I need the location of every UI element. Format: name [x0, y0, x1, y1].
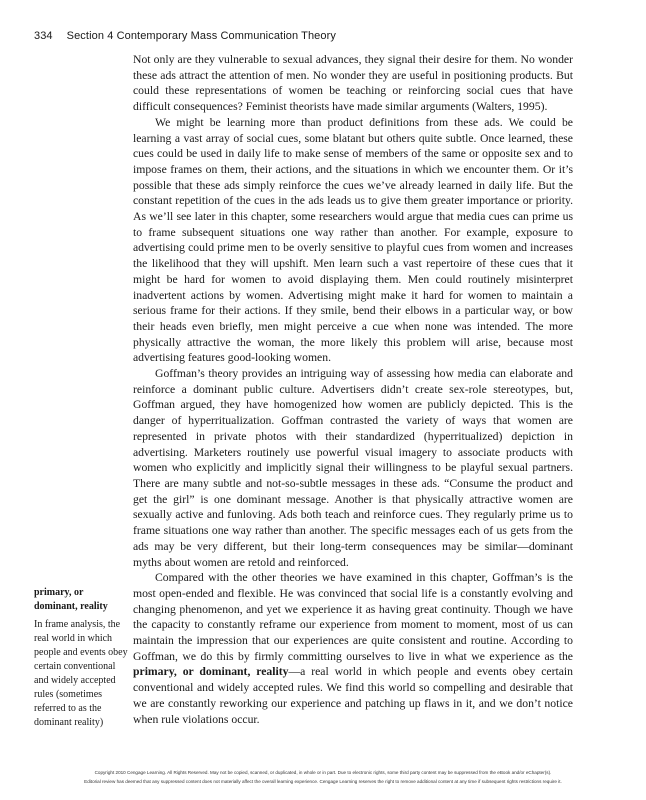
- paragraph-3: Goffman’s theory provides an intriguing way of assessing how media can elaborate and reinforce a dominant public culture. Advertisers didn’t create sex-role stereotypes, but, Goffman argued, they have homogenized how women are publicly depicted. This is the danger of hyperritualization. Goffman contrasted the variety of ways that women are represented in private photos with their standardized (hyperritualized) depiction in advertising. Marketers routinely use powerful visual imagery to associate products with women who explicitly and implicitly signal their willingness to be playful sexual partners. There are many subtle and not-so-subtle messages in these ads. “Consume the product and get the girl” is one dominant message. Another is that physically attractive women are sexually active and funloving. Ads both teach and reinforce cues. They regularly prime us to frame situations one way rather than another. The specific messages each of us gets from the ads may be very different, but their long-term consequences may be similar—dominant myths about women are retold and reinforced.: [133, 367, 573, 569]
- paragraph-1: Not only are they vulnerable to sexual advances, they signal their desire for them. No wonder these ads attract the attention of men. No wonder they are useful in positioning products. But could these representations of women be teaching or reinforcing social cues that have difficult consequences? Feminist theorists have made similar arguments (Walters, 1995).: [133, 53, 573, 114]
- section-title: Section 4 Contemporary Mass Communication Theory: [66, 30, 336, 42]
- margin-glossary-note: [34, 586, 128, 730]
- key-term-primary-reality: primary, or dominant, reality: [133, 665, 289, 679]
- copyright-line-2: Editorial review has deemed that any suppressed content does not materially affect the overall learning experience. Cengage Learning reserves the right to remove additional content at any time if subsequent rights restrictions require it.: [84, 779, 562, 784]
- running-header: [34, 30, 614, 42]
- paragraph-4-part-1: Compared with the other theories we have examined in this chapter, Goffman’s is the most open-ended and flexible. He was convinced that social life is a constantly evolving and changing phenomenon, and yet we experience it as having great continuity. Though we have the capacity to constantly reframe our experience from moment to moment, most of us can maintain the impression that our experiences are quite consistent and routine. According to Goffman, we do this by firmly committing ourselves to live in what we experience as the: [133, 571, 573, 663]
- body-text: [133, 52, 573, 727]
- paragraph-2: We might be learning more than product definitions from these ads. We could be learning a vast array of social cues, some blatant but others quite subtle. Once learned, these cues could be used in daily life to make sense of members of the same or opposite sex and to impose frames on them, their actions, and the situations in which we encounter them. Or it’s possible that these ads simply reinforce the cues we’ve already learned in daily life. But the constant repetition of the cues in the ads leads us to give them greater importance or priority. As we’ll see later in this chapter, some researchers would argue that media cues can prime us to frame subsequent situations one way rather than another. For example, exposure to advertising could prime men to be overly sensitive to playful cues from women and increases the likelihood that they will upshift. Men learn such a vast repertoire of these cues that it might be hard for women to avoid displaying them. Men could routinely misinterpret inadvertent actions by women. Advertising might make it hard for women to maintain a serious frame for their actions. If they smile, bend their elbows in a particular way, or bow their heads even briefly, men might perceive a cue when none was intended. The more physically attractive the woman, the more likely this problem will arise, because most advertising features good-looking women.: [133, 115, 573, 365]
- paragraph-4-part-2: —a real world in which people and events obey certain conventional and widely accepted rules. We find this world so compelling and desirable that we are constantly reworking our experience and patching up flaws in it, and we don’t notice when rule violations occur.: [133, 665, 573, 726]
- copyright-line-1: Copyright 2010 Cengage Learning. All Rights Reserved. May not be copied, scanned, or duplicated, in whole or in part. Due to electronic rights, some third party content may be suppressed from the eBook and/or eChapter(s).: [94, 770, 552, 775]
- glossary-term: primary, or dominant, reality: [34, 587, 108, 612]
- glossary-definition: In frame analysis, the real world in which people and events obey certain conventional and widely accepted rules (sometimes referred to as the dominant reality): [34, 619, 128, 728]
- copyright-footer: [30, 768, 616, 786]
- page-number: 334: [34, 30, 53, 42]
- paragraph-4: [133, 570, 573, 727]
